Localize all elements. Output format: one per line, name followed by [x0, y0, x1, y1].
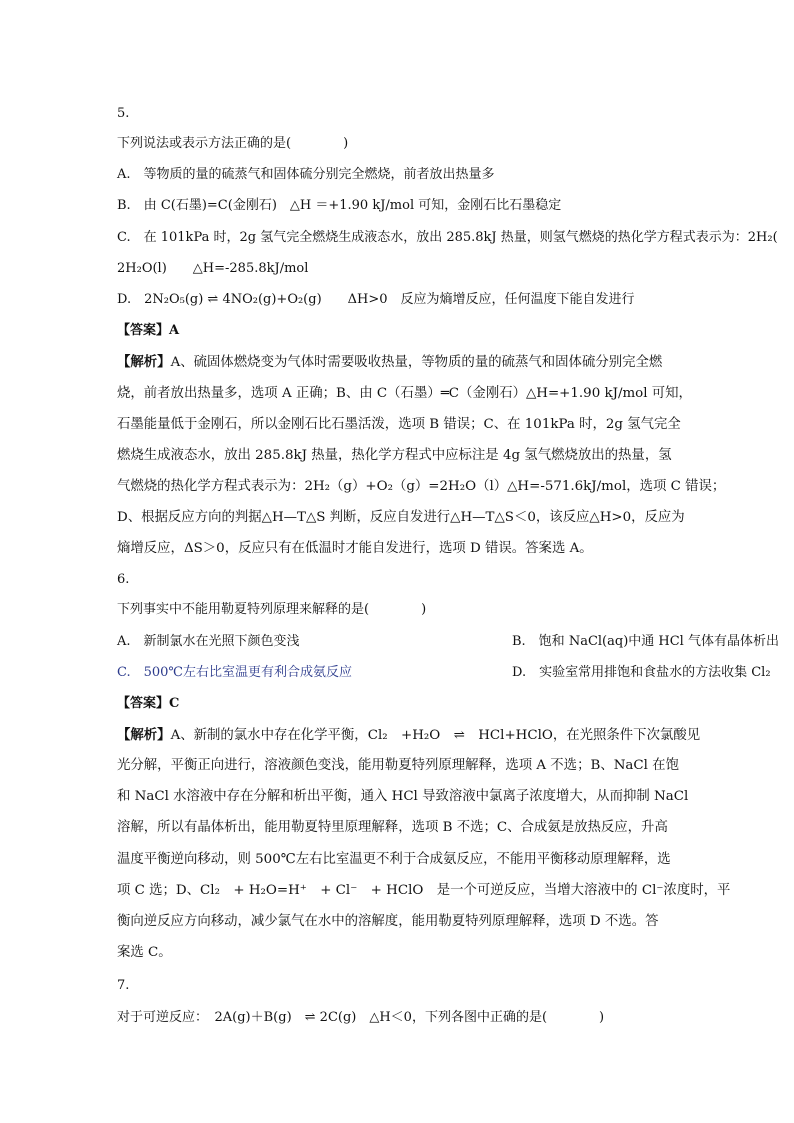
analysis-label: 【解析】: [117, 354, 171, 370]
q6-answer: [117, 694, 179, 714]
q7-number: 7.: [117, 978, 130, 993]
q5-option-b: B. 由 C(石墨)=C(金刚石) △H ＝+1.90 kJ/mol 可知，金刚石比石墨稳定: [117, 198, 562, 213]
analysis-text: A、硫固体燃烧变为气体时需要吸收热量，等物质的量的硫蒸气和固体硫分别完全燃: [170, 355, 663, 370]
q5-option-a: A. 等物质的量的硫蒸气和固体硫分别完全燃烧，前者放出热量多: [117, 167, 495, 182]
q5-number: 5.: [117, 106, 130, 121]
q6-option-b: B. 饱和 NaCl(aq)中通 HCl 气体有晶体析出: [512, 634, 779, 649]
q5-analysis-line-2: 烧，前者放出热量多，选项 A 正确；B、由 C（石墨）═C（金刚石）△H=+1.90 kJ/mol 可知，: [117, 386, 692, 401]
q5-analysis-line-5: 气燃烧的热化学方程式表示为：2H₂（g）+O₂（g）=2H₂O（l）△H=-571.6kJ/mol，选项 C 错误；: [117, 479, 726, 494]
q6-analysis-line-7: 衡向逆反应方向移动，减少氯气在水中的溶解度，能用勒夏特列原理解释，选项 D 不选。答: [117, 914, 659, 929]
q5-option-c: C. 在 101kPa 时，2g 氢气完全燃烧生成液态水，放出 285.8kJ 热量，则氢气燃烧的热化学方程式表示为：2H₂(: [117, 230, 778, 245]
q5-answer: [117, 321, 179, 341]
q6-analysis-line-1: [117, 725, 700, 746]
q5-analysis-line-1: [117, 352, 662, 373]
q6-option-a: A. 新制氯水在光照下颜色变浅: [117, 634, 300, 649]
q5-option-c-cont: 2H₂O(l) △H=-285.8kJ/mol: [117, 261, 309, 276]
answer-label: 【答案】: [117, 696, 170, 711]
q5-analysis-line-7: 熵增反应，ΔS＞0，反应只有在低温时才能自发进行，选项 D 错误。答案选 A。: [117, 541, 593, 556]
q6-analysis-line-2: 光分解，平衡正向进行，溶液颜色变浅，能用勒夏特列原理解释，选项 A 不选；B、NaCl 在饱: [117, 758, 679, 773]
q6-option-c: C. 500℃左右比室温更有利合成氨反应: [117, 665, 352, 680]
analysis-text: A、新制的氯水中存在化学平衡，Cl₂ +H₂O ⇌ HCl+HClO，在光照条件下次氯酸见: [170, 728, 701, 743]
q5-option-d: D. 2N₂O₅(g) ⇌ 4NO₂(g)+O₂(g) ΔH>0 反应为熵增反应，任何温度下能自发进行: [117, 292, 635, 307]
answer-value: A: [169, 323, 180, 338]
q7-stem: 对于可逆反应： 2A(g)＋B(g) ⇌ 2C(g) △H＜0，下列各图中正确的是( ): [117, 1010, 605, 1025]
q6-number: 6.: [117, 572, 130, 587]
q6-analysis-line-5: 温度平衡逆向移动，则 500℃左右比室温更不利于合成氨反应，不能用平衡移动原理解释，选: [117, 852, 671, 867]
q6-analysis-line-6: 项 C 选；D、Cl₂ + H₂O=H⁺ + Cl⁻ + HClO 是一个可逆反应，当增大溶液中的 Cl⁻浓度时，平: [117, 883, 731, 898]
q6-stem: 下列事实中不能用勒夏特列原理来解释的是( ): [117, 602, 427, 617]
q6-analysis-line-8: 案选 C。: [117, 945, 172, 960]
answer-label: 【答案】: [117, 323, 170, 338]
analysis-label: 【解析】: [117, 727, 171, 743]
answer-value: C: [169, 696, 180, 711]
q5-stem: 下列说法或表示方法正确的是( ): [117, 136, 349, 151]
q6-analysis-line-4: 溶解，所以有晶体析出，能用勒夏特里原理解释，选项 B 不选；C、合成氨是放热反应，升高: [117, 820, 668, 835]
q5-analysis-line-4: 燃烧生成液态水，放出 285.8kJ 热量，热化学方程式中应标注是 4g 氢气燃烧放出的热量，氢: [117, 448, 672, 463]
q6-analysis-line-3: 和 NaCl 水溶液中存在分解和析出平衡，通入 HCl 导致溶液中氯离子浓度增大，从而抑制 NaCl: [117, 789, 689, 804]
q5-analysis-line-3: 石墨能量低于金刚石，所以金刚石比石墨活泼，选项 B 错误；C、在 101kPa 时，2g 氢气完全: [117, 417, 681, 432]
q5-analysis-line-6: D、根据反应方向的判据△H—T△S 判断，反应自发进行△H—T△S＜0，该反应△H>0，反应为: [117, 510, 685, 525]
q6-option-d: D. 实验室常用排饱和食盐水的方法收集 Cl₂: [512, 665, 771, 680]
